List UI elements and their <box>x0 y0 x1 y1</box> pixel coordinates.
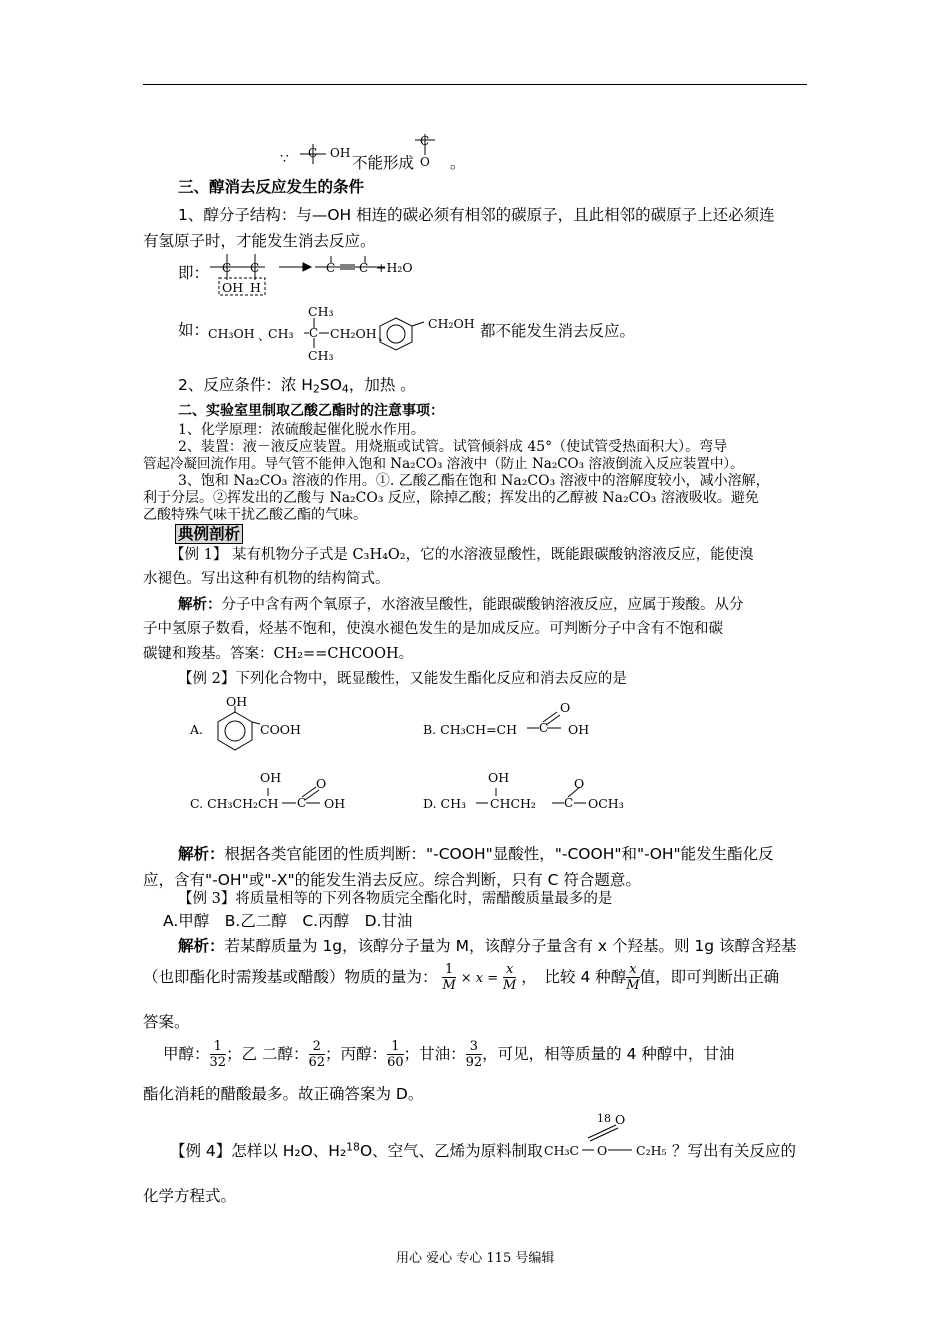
example-ch3oh: CH₃OH <box>208 326 255 341</box>
option-d-mid: CHCH₂ <box>490 796 536 811</box>
neopentyl-benzyl-diagram <box>296 300 436 360</box>
answer1-b: 子中氢原子数看，烃基不饱和，使溴水褪色发生的是加成反应。可判断分子中含有不饱和碳 <box>143 621 723 637</box>
ester-double-o: O <box>615 1112 626 1127</box>
ji-label: 即： <box>178 264 210 282</box>
calc-line: 甲醇： $\frac{1}{32}$ ；乙 二醇： $\frac{2}{62}$ ；丙醇： $\frac{1}{60}$ ；甘油： $\frac{3}{92}$ ，可见，相等质量的 4 种醇中，甘油 <box>163 1039 735 1070</box>
svg-text:C: C <box>297 796 307 810</box>
section2-item1: 1、化学原理：浓硫酸起催化脱水作用。 <box>178 422 425 438</box>
section2-item2b: 管起冷凝回流作用。导气管不能伸入饱和 Na₂CO₃ 溶液中（防止 Na₂CO₃ 溶液倒流入反应装置中）。 <box>143 456 744 472</box>
section2-item3c: 乙酸特殊气味干扰乙酸乙酯的气味。 <box>143 507 367 523</box>
option-b-formula: B. CH₃CH=CH <box>423 722 518 737</box>
option-c-oh-top: OH <box>260 770 282 785</box>
svg-text:C: C <box>250 261 260 275</box>
section2-item2a: 2、装置：液－液反应装置。用烧瓶或试管。试管倾斜成 45°（使试管受热面积大）。弯导 <box>178 439 728 455</box>
answer2-a: 解析：根据各类官能团的性质判断："-COOH"显酸性，"-COOH"和"-OH"能发生酯化反 <box>178 845 774 863</box>
cannot-form-text: 不能形成 <box>352 154 415 172</box>
example-ch2oh: CH₂OH <box>330 326 377 341</box>
option-a-cooh: COOH <box>260 722 301 737</box>
example1-a: 【例 1】 某有机物分子式是 C₃H₄O₂，它的水溶液显酸性，既能跟碳酸钠溶液反应，能使溴 <box>170 547 754 563</box>
svg-text:C: C <box>309 326 319 340</box>
example3-options: A.甲醇 B.乙二醇 C.丙醇 D.甘油 <box>163 912 413 930</box>
ester-bonds <box>580 1120 640 1160</box>
answer2-b: 应，含有"-OH"或"-X"的能发生消去反应。综合判断，只有 C 符合题意。 <box>143 871 641 889</box>
fraction-1-60: $\frac{1}{60}$ <box>387 1039 404 1070</box>
fraction-1-over-m: $\frac{1}{M}$ <box>442 962 456 993</box>
answer1-c: 碳键和羧基。答案：CH₂==CHCOOH。 <box>143 646 414 662</box>
oxygen-18-label: 18 <box>597 1112 611 1125</box>
answer1-a: 解析：分子中含有两个氧原子，水溶液呈酸性，能跟碳酸钠溶液反应，应属于羧酸。从分 <box>178 596 744 613</box>
option-b-o: O <box>560 700 571 715</box>
section3-heading: 三、醇消去反应发生的条件 <box>178 178 365 196</box>
option-a-oh: OH <box>226 694 248 709</box>
answer3-a: 解析：若某醇质量为 1g，该醇分子量为 M，该醇分子量含有 x 个羟基。则 1g 该醇含羟基 <box>178 937 797 955</box>
ester-left: CH₃C <box>544 1143 580 1158</box>
example-sep-1: 、 <box>258 328 271 343</box>
svg-text:C: C <box>222 261 232 275</box>
option-a-label: A. <box>190 722 204 737</box>
o-label: O <box>420 155 430 169</box>
option-b-oh: OH <box>568 722 590 737</box>
example-ch3-top: CH₃ <box>308 304 334 319</box>
fraction-3-92: $\frac{3}{92}$ <box>465 1039 483 1070</box>
example2: 【例 2】下列化合物中，既显酸性，又能发生酯化反应和消去反应的是 <box>178 671 627 687</box>
svg-text:C: C <box>539 721 549 735</box>
example-ch3-bottom: CH₃ <box>308 348 334 363</box>
answer3-b: （也即酯化时需羧基或醋酸）物质的量为： $\frac{1}{M}$ × x = $\frac{x}{M}$ ， 比较 4 种醇 $\frac{x}{M}$ 值，即可判断出正确 <box>143 962 780 993</box>
section2-item3a: 3、饱和 Na₂CO₃ 溶液的作用。①. 乙酸乙酯在饱和 Na₂CO₃ 溶液中的溶解度较小，减小溶解， <box>178 473 770 489</box>
section3-p1b: 有氢原子时，才能发生消去反应。 <box>143 232 376 250</box>
header-rule <box>143 84 807 85</box>
svg-text:C: C <box>564 796 574 810</box>
option-c-o: O <box>316 776 327 791</box>
c-label-2: C <box>420 134 430 148</box>
example4-tail: ？写出有关反应的 <box>672 1142 797 1160</box>
example4-a: 【例 4】怎样以 H₂O、H₂$^{18}$O、空气、乙烯为原料制取 <box>170 1140 543 1160</box>
option-d-o: O <box>574 776 585 791</box>
option-d-formula: D. CH₃ <box>423 796 466 811</box>
page-footer: 用心 爱心 专心 115 号编辑 <box>396 1251 555 1266</box>
example-ch3-left: CH₃ <box>268 326 294 341</box>
example4-b: 化学方程式。 <box>143 1187 237 1205</box>
example1-b: 水褪色。写出这种有机物的结构简式。 <box>143 571 390 587</box>
section2-item3b: 利于分层。②挥发出的乙酸与 Na₂CO₃ 反应，除掉乙酸；挥发出的乙醇被 Na₂CO₃ 溶液吸收。避免 <box>143 490 759 506</box>
example3: 【例 3】将质量相等的下列各物质完全酯化时，需醋酸质量最多的是 <box>178 891 613 907</box>
example-sep-2: 、 <box>378 328 391 343</box>
option-c-formula: C. CH₃CH₂CH <box>190 796 279 811</box>
option-d-oh-top: OH <box>488 770 510 785</box>
calc-conclusion: 酯化消耗的醋酸最多。故正确答案为 D。 <box>143 1085 424 1103</box>
c-label: C <box>308 146 318 160</box>
ester-right: C₂H₅ <box>636 1143 667 1158</box>
answer3-c: 答案。 <box>143 1013 190 1031</box>
svg-text:C: C <box>326 261 336 275</box>
fraction-2-62: $\frac{2}{62}$ <box>308 1039 326 1070</box>
ru-label: 如： <box>178 321 210 339</box>
period: 。 <box>450 154 466 172</box>
ester-o: O <box>597 1143 608 1158</box>
fraction-x-over-m: $\frac{x}{M}$ <box>503 962 517 993</box>
fraction-x-over-m-2: $\frac{x}{M}$ <box>626 962 640 993</box>
option-d-och3: OCH₃ <box>588 796 624 811</box>
elim-oh: OH <box>222 280 244 295</box>
section2-heading: 二、实验室里制取乙酸乙酯时的注意事项： <box>178 403 444 419</box>
option-a-benzene <box>208 706 268 752</box>
examples-tag: 典例剖析 <box>175 523 243 545</box>
because-symbol: ∵ <box>280 151 289 167</box>
example-benzyl-ch2oh: CH₂OH <box>428 316 475 331</box>
section3-p1a: 1、醇分子结构：与—OH 相连的碳必须有相邻的碳原子，且此相邻的碳原子上还必须连 <box>178 206 775 224</box>
reaction-conditions: 2、反应条件：浓 $H_2SO_4$，加热 。 <box>178 376 416 396</box>
svg-text:C: C <box>359 261 369 275</box>
elim-product: +H₂O <box>376 260 413 275</box>
option-c-oh: OH <box>324 796 346 811</box>
elim-h: H <box>250 280 261 295</box>
oh-label: OH <box>330 146 351 160</box>
example-tail: 都不能发生消去反应。 <box>480 322 636 340</box>
fraction-1-32: $\frac{1}{32}$ <box>209 1039 227 1070</box>
